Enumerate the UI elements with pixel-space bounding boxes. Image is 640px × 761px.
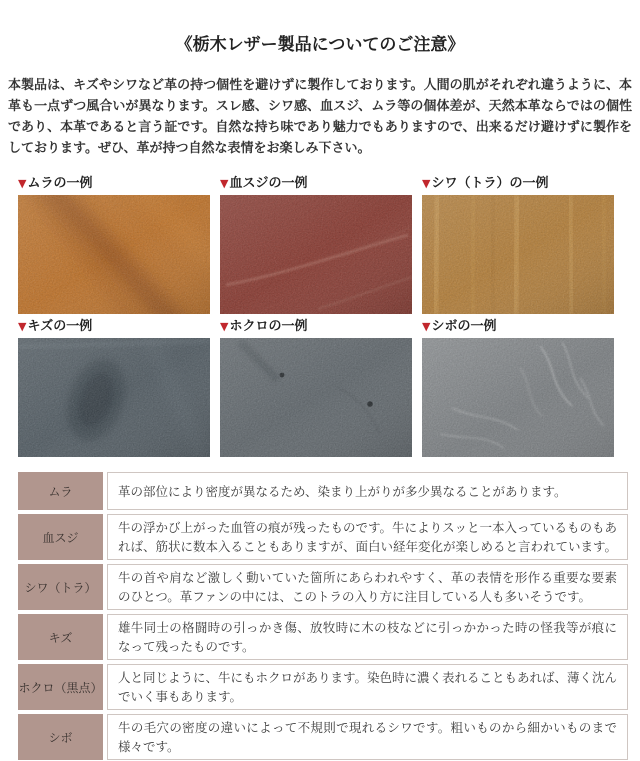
description-cell: 牛の毛穴の密度の違いによって不規則で現れるシワです。粗いものから細かいものまで様々です。 [107,714,628,760]
table-row-mura [18,472,628,510]
red-triangle-marker-icon: ▼ [18,177,27,190]
term-cell: シボ [18,714,103,760]
samples-row-2 [18,319,614,457]
sample-label [220,176,412,191]
sample-kizu [18,319,210,457]
table-row-shibo [18,714,628,760]
sample-shiwa [422,176,614,314]
description-cell: 牛の首や肩など激しく動いていた箇所にあらわれやすく、革の表情を形作る重要な要素のひとつ。革ファンの中には、このトラの入り方に注目している人も多いそうです。 [107,564,628,610]
red-triangle-marker-icon: ▼ [220,320,229,333]
leather-photo-hokuro [220,338,412,457]
red-triangle-marker-icon: ▼ [422,177,431,190]
term-cell: シワ（トラ） [18,564,103,610]
red-triangle-marker-icon: ▼ [422,320,431,333]
red-triangle-marker-icon: ▼ [18,320,27,333]
description-cell: 牛の浮かび上がった血管の痕が残ったものです。牛によりスッと一本入っているものもあれば、筋状に数本入ることもありますが、面白い経年変化が楽しめると言われています。 [107,514,628,560]
description-cell: 雄牛同士の格闘時の引っかき傷、放牧時に木の枝などに引っかかった時の怪我等が痕になって残ったものです。 [107,614,628,660]
sample-label-text: シワ（トラ）の一例 [431,176,549,191]
sample-label-text: 血スジの一例 [229,176,308,191]
leather-photo-chisuji [220,195,412,314]
leather-photo-shiwa [422,195,614,314]
term-cell: キズ [18,614,103,660]
table-row-kizu [18,614,628,660]
sample-mura [18,176,210,314]
leather-photo-mura [18,195,210,314]
samples-row-1 [18,176,614,314]
term-cell: ムラ [18,472,103,510]
sample-label [18,319,210,334]
intro-paragraph: 本製品は、キズやシワなど革の持つ個性を避けずに製作しております。人間の肌がそれぞれ違うように、本革も一点ずつ風合いが異なります。スレ感、シワ感、血スジ、ムラ等の個体差が、天然本革ならではの個性であり、本革であると言う証です。自然な持ち味であり魅力でもありますので、出来るだけ避けずに製作をしております。ぜひ、革が持つ自然な表情をお楽しみ下さい。 [8,78,632,156]
sample-label [422,319,614,334]
leather-photo-shibo [422,338,614,457]
table-row-shiwa [18,564,628,610]
description-cell: 革の部位により密度が異なるため、染まり上がりが多少異なることがあります。 [107,472,628,510]
sample-label-text: ムラの一例 [27,176,93,191]
leather-notes-table [18,472,628,760]
sample-shibo [422,319,614,457]
sample-hokuro [220,319,412,457]
table-row-hokuro [18,664,628,710]
description-cell: 人と同じように、牛にもホクロがあります。染色時に濃く表れることもあれば、薄く沈んでいく事もあります。 [107,664,628,710]
sample-label-text: キズの一例 [27,319,93,334]
sample-label-text: シボの一例 [431,319,497,334]
leather-samples-grid [18,176,614,457]
sample-label [422,176,614,191]
sample-chisuji [220,176,412,314]
sample-label [220,319,412,334]
table-row-chisuji [18,514,628,560]
sample-label-text: ホクロの一例 [229,319,308,334]
term-cell: 血スジ [18,514,103,560]
term-cell: ホクロ（黒点） [18,664,103,710]
red-triangle-marker-icon: ▼ [220,177,229,190]
leather-photo-kizu [18,338,210,457]
sample-label [18,176,210,191]
page-title: 《栃木レザー製品についてのご注意》 [175,35,465,55]
